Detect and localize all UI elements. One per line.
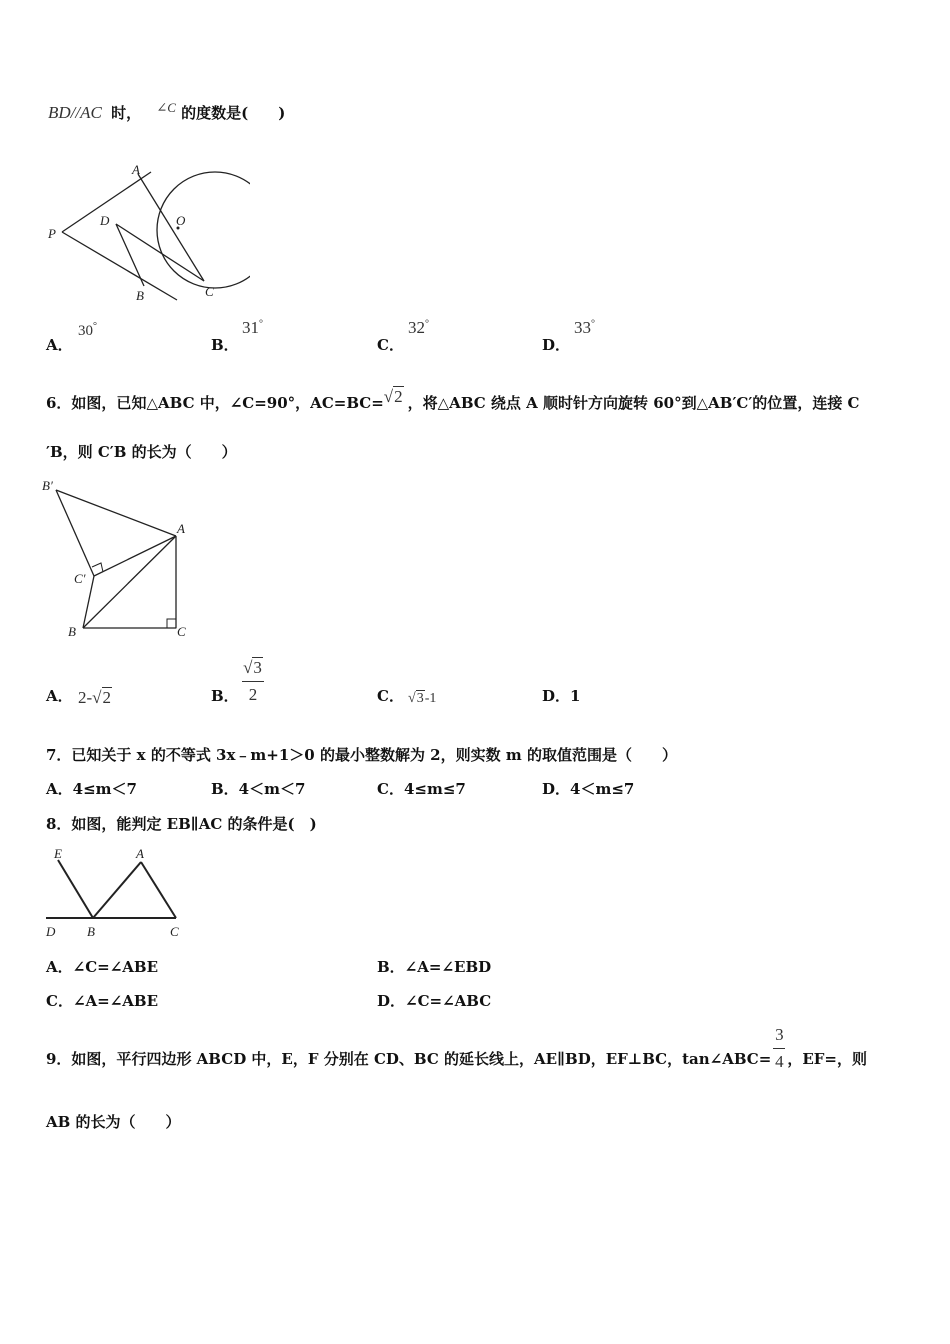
q7-option-a[interactable]: A．4≤m＜7 [46,780,137,798]
q6-text-b: ，将△ABC 绕点 A 顺时针方向旋转 60°到△AB′C′的位置，连接 C [407,394,860,412]
label-a: A [177,521,185,536]
q6-option-c-value [408,691,436,707]
label-b: B [87,924,95,939]
q6-opt-d-letter: D． [542,687,571,705]
q6-opt-c-tail: -1 [424,691,437,706]
q5-option-b-letter[interactable]: B． [211,336,239,354]
q6-sqrt [384,387,404,406]
q6-option-a-letter[interactable]: A． [46,687,73,705]
q9-frac-num: 3 [775,1025,784,1044]
q9-tan-frac [773,1025,785,1072]
label-a: A [132,162,140,177]
label-a: A [136,846,144,861]
q6-opt-b-arg: 3 [253,658,262,677]
tangent-pb [62,232,177,300]
label-c: C [177,624,186,639]
q7-option-d[interactable]: D．4＜m≤7 [542,780,635,798]
label-d: D [46,924,56,939]
seg-bp-a [56,490,176,536]
q5-opt-c-deg: ° [425,318,429,330]
seg-ba [93,862,141,918]
q9-stem-line2: AB 的长为（ ） [46,1113,181,1131]
chord-ac [138,174,204,281]
label-c: C [170,924,179,939]
q5-opt-a-deg: ° [93,321,97,332]
circle-o [157,172,250,288]
q5-opt-d-num: 33 [574,318,591,337]
q6-option-b-value [242,658,264,705]
label-b: B [68,624,76,639]
q6-figure [40,476,200,644]
q5-angle: ∠C [156,100,176,115]
q5-opt-c-num: 32 [408,318,425,337]
q5-text1: 时， [111,104,142,122]
q6-opt-a-val: 2- [78,688,93,707]
q9-text-a: 9．如图，平行四边形 ABCD 中，E，F 分别在 CD、BC 的延长线上，AE∥BD，EF⊥BC，tan∠ABC= [46,1050,772,1068]
q8-figure [42,844,192,942]
q6-option-b-letter[interactable]: B． [211,687,239,705]
q8-option-c[interactable]: C．∠A=∠ABE [46,992,159,1010]
q6-opt-c-sqrt: √ [408,691,416,706]
q9-stem-line1 [46,1024,867,1072]
fraction-bar [773,1048,785,1049]
q6-stem-line1 [46,387,860,413]
q5-option-b-value [242,318,263,338]
q5-option-c-value [408,318,429,338]
label-b: B [136,288,144,303]
q6-option-a-value [78,688,112,708]
q6-opt-a-arg: 2 [102,688,112,707]
q6-opt-c-arg: 3 [416,691,424,706]
q5-option-a-value [78,321,97,340]
q6-opt-b-num [243,658,263,678]
label-bprime: B′ [42,478,53,493]
label-d: D [100,213,110,228]
q5-stem [48,100,285,123]
q5-option-d-value [574,318,595,338]
q8-option-d[interactable]: D．∠C=∠ABC [377,992,492,1010]
seg-ac [141,862,176,918]
seg-cp-a [94,536,176,576]
q5-option-c-letter[interactable]: C． [377,336,404,354]
right-angle-cp [92,563,103,572]
q5-opt-a-num: 30 [78,323,93,339]
q6-option-c-letter[interactable]: C． [377,687,404,705]
right-angle-c [167,619,176,628]
label-cprime: C′ [74,571,86,586]
q8-stem: 8．如图，能判定 EB∥AC 的条件是( ) [46,815,317,833]
q8-option-b[interactable]: B．∠A=∠EBD [377,958,492,976]
q6-sqrt-sym: √ [383,387,394,406]
q5-text2: 的度数是( ) [181,104,286,122]
q6-stem-line2: ′B，则 C′B 的长为（ ） [46,443,237,461]
q6-opt-b-sqrt: √ [243,658,253,677]
label-c: C [205,284,214,299]
q8-option-a[interactable]: A．∠C=∠ABE [46,958,159,976]
q5-option-d-letter[interactable]: D． [542,336,571,354]
seg-b-a [83,536,176,628]
fraction-bar [242,681,264,682]
seg-eb [58,860,93,918]
q7-option-c[interactable]: C．4≤m≤7 [377,780,466,798]
q6-opt-d-val: 1 [570,687,581,705]
q6-opt-b-frac [242,658,264,705]
label-o: O [176,213,186,228]
q6-opt-a-sqrt: √ [92,688,102,707]
q5-figure [40,158,250,308]
label-p: P [48,226,56,241]
q5-opt-b-num: 31 [242,318,259,337]
q5-condition: BD//AC [48,103,102,122]
q6-option-d[interactable] [542,685,580,706]
q5-opt-b-deg: ° [259,318,263,330]
label-e: E [54,846,62,861]
q5-option-a-letter[interactable]: A． [46,336,73,354]
q5-opt-d-deg: ° [591,318,595,330]
q7-option-b[interactable]: B．4＜m＜7 [211,780,306,798]
q7-stem: 7．已知关于 x 的不等式 3x﹣m+1＞0 的最小整数解为 2，则实数 m 的取值范围是（ ） [46,746,677,764]
q6-text-a: 6．如图，已知△ABC 中，∠C=90°，AC=BC= [46,394,384,412]
q9-text-b: ，EF=，则 [787,1050,867,1068]
q6-opt-b-den: 2 [248,685,258,704]
q9-frac-den: 4 [775,1052,784,1071]
q6-sqrt-arg: 2 [394,387,403,406]
